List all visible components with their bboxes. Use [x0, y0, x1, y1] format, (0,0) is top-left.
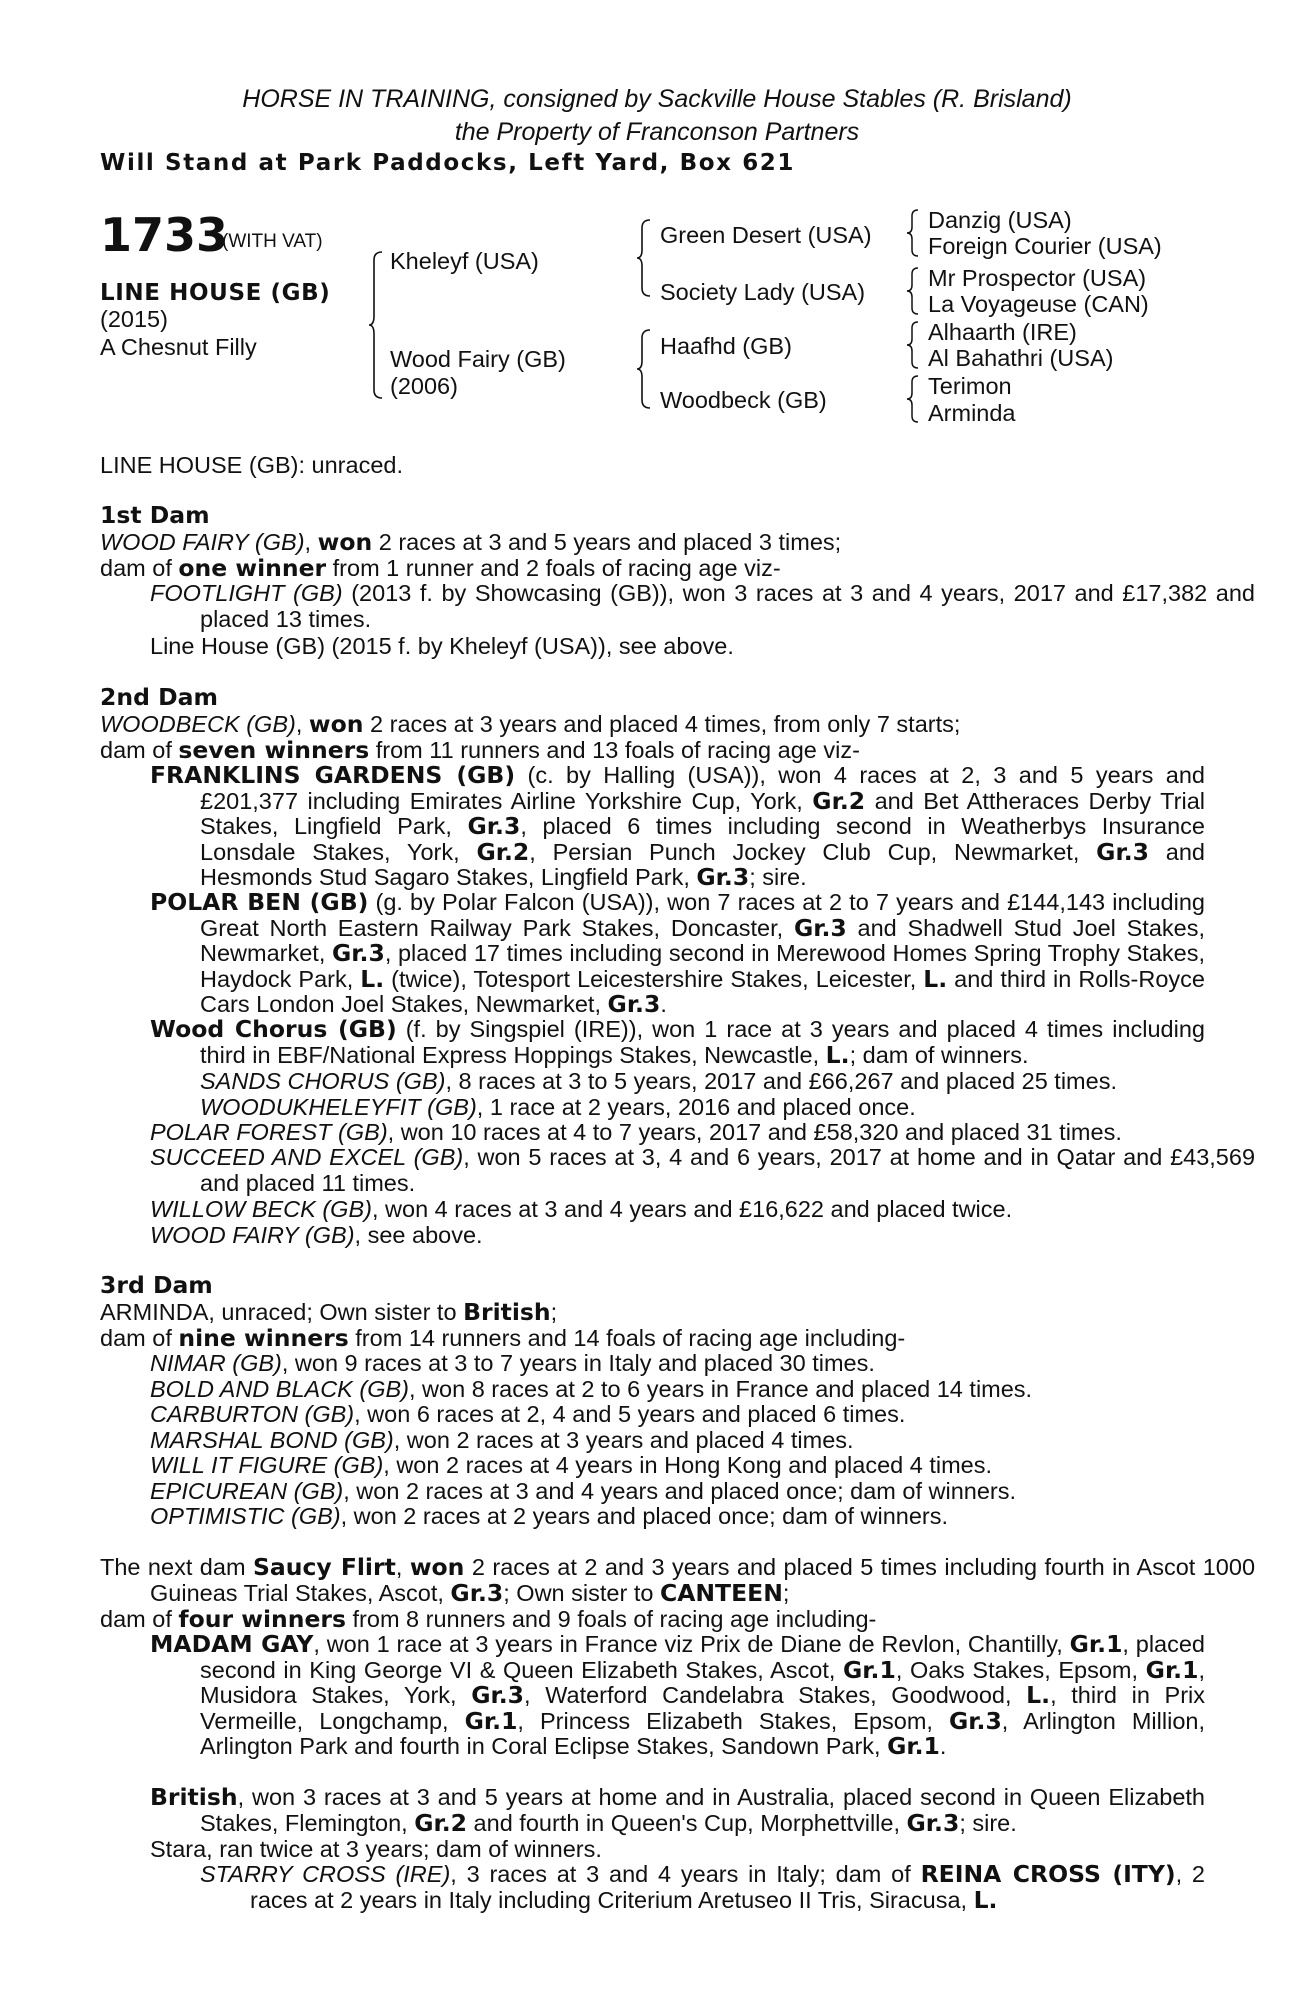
pedigree-brace-dam — [636, 328, 652, 410]
dam-sire: Haafhd (GB) — [660, 333, 792, 359]
ggs-1: Danzig (USA) — [928, 207, 1072, 233]
pedigree-brace-sire — [636, 218, 652, 298]
second-dam-line: dam of seven winners from 11 runners and 13 foals of racing age viz- — [100, 736, 860, 764]
second-dam-progeny: WOOD FAIRY (GB), see above. — [150, 1222, 483, 1248]
ggs-3: Mr Prospector (USA) — [928, 265, 1147, 291]
third-dam-progeny: OPTIMISTIC (GB), won 2 races at 2 years and placed once; dam of winners. — [150, 1503, 949, 1529]
second-dam-progeny: WOODUKHELEYFIT (GB), 1 race at 2 years, 2016 and placed once. — [200, 1094, 916, 1120]
vat-note: (WITH VAT) — [222, 231, 323, 252]
ggs-2: Foreign Courier (USA) — [928, 233, 1162, 259]
third-dam-progeny: WILL IT FIGURE (GB), won 2 races at 4 years in Hong Kong and placed 4 times. — [150, 1452, 993, 1478]
horse-description: A Chesnut Filly — [100, 334, 257, 360]
second-dam-line: WOODBECK (GB), won 2 races at 3 years and placed 4 times, from only 7 starts; — [100, 710, 961, 738]
third-dam-line: dam of nine winners from 14 runners and 14 foals of racing age including- — [100, 1324, 906, 1352]
third-dam-progeny: CARBURTON (GB), won 6 races at 2, 4 and 5 years and placed 6 times. — [150, 1401, 906, 1427]
pedigree-brace-main — [368, 250, 384, 400]
owner-line: the Property of Franconson Partners — [454, 118, 860, 146]
second-dam-progeny: SUCCEED AND EXCEL (GB), won 5 races at 3, 4 and 6 years, 2017 at home and in Qatar and £43,569 and placed 11 times. — [150, 1144, 1256, 1196]
sire-sire: Green Desert (USA) — [660, 222, 872, 248]
pedigree-brace-gg4 — [906, 374, 920, 424]
second-dam-progeny: Wood Chorus (GB) (f. by Singspiel (IRE)), won 1 race at 3 years and placed 4 times including third in EBF/National Express Hoppings Stakes, Newcastle, L.; dam of winners. — [150, 1015, 1205, 1069]
pedigree-brace-gg2 — [906, 266, 920, 316]
race-record: LINE HOUSE (GB): unraced. — [100, 452, 403, 478]
dam: Wood Fairy (GB) — [390, 346, 566, 372]
horse-name: LINE HOUSE (GB) — [100, 280, 331, 306]
lot-number: 1733 — [100, 208, 229, 262]
second-dam-progeny: WILLOW BECK (GB), won 4 races at 3 and 4 years and £16,622 and placed twice. — [150, 1196, 1013, 1222]
next-dam-line: dam of four winners from 8 runners and 9 foals of racing age including- — [100, 1605, 877, 1633]
ggs-7: Terimon — [928, 373, 1012, 399]
first-dam-progeny: Line House (GB) (2015 f. by Kheleyf (USA)), see above. — [150, 633, 734, 659]
third-dam-heading: 3rd Dam — [100, 1271, 213, 1299]
dam-dam: Woodbeck (GB) — [660, 387, 827, 413]
third-dam-progeny: NIMAR (GB), won 9 races at 3 to 7 years in Italy and placed 30 times. — [150, 1350, 875, 1376]
ggs-6: Al Bahathri (USA) — [928, 345, 1114, 371]
next-dam-grandprogeny: STARRY CROSS (IRE), 3 races at 3 and 4 years in Italy; dam of REINA CROSS (ITY), 2 races at 2 years in Italy including Criterium Aretuseo II Tris, Siracusa, L. — [200, 1860, 1205, 1914]
sire-dam: Society Lady (USA) — [660, 279, 866, 305]
first-dam-line: dam of one winner from 1 runner and 2 foals of racing age viz- — [100, 554, 781, 582]
first-dam-line: WOOD FAIRY (GB), won 2 races at 3 and 5 years and placed 3 times; — [100, 528, 842, 556]
consignor-line: HORSE IN TRAINING, consigned by Sackville House Stables (R. Brisland) — [242, 85, 1072, 113]
second-dam-heading: 2nd Dam — [100, 683, 218, 711]
next-dam-progeny: MADAM GAY, won 1 race at 3 years in France viz Prix de Diane de Revlon, Chantilly, Gr.1, placed second in King George VI & Queen Elizabeth Stakes, Ascot, Gr.1, Oaks Stakes, Epsom, Gr.1, Musidora Stakes, York, Gr.3, Waterford Candelabra Stakes, Goodwood, L., third in Prix Vermeille, Longchamp, Gr.1, Princess Elizabeth Stakes, Epsom, Gr.3, Arlington Million, Arlington Park and fourth in Coral Eclipse Stakes, Sandown Park, Gr.1. — [150, 1630, 1206, 1760]
ggs-5: Alhaarth (IRE) — [928, 319, 1077, 345]
sire: Kheleyf (USA) — [390, 248, 539, 274]
third-dam-progeny: MARSHAL BOND (GB), won 2 races at 3 years and placed 4 times. — [150, 1427, 854, 1453]
third-dam-progeny: EPICUREAN (GB), won 2 races at 3 and 4 years and placed once; dam of winners. — [150, 1478, 1017, 1504]
third-dam-progeny: BOLD AND BLACK (GB), won 8 races at 2 to 6 years in France and placed 14 times. — [150, 1376, 1033, 1402]
ggs-4: La Voyageuse (CAN) — [928, 291, 1149, 317]
next-dam-line: The next dam Saucy Flirt, won 2 races at 2 and 3 years and placed 5 times including fourth in Ascot 1000 Guineas Trial Stakes, Ascot, Gr.3; Own sister to CANTEEN; — [100, 1553, 1256, 1607]
second-dam-progeny: FRANKLINS GARDENS (GB) (c. by Halling (USA)), won 4 races at 2, 3 and 5 years and £201,377 including Emirates Airline Yorkshire Cup, York, Gr.2 and Bet Attheraces Derby Trial Stakes, Lingfield Park, Gr.3, placed 6 times including second in Weatherbys Insurance Lonsdale Stakes, York, Gr.2, Persian Punch Jockey Club Cup, Newmarket, Gr.3 and Hesmonds Stud Sagaro Stakes, Lingfield Park, Gr.3; sire. — [150, 761, 1206, 891]
foaling-year: (2015) — [100, 306, 168, 332]
second-dam-progeny: POLAR FOREST (GB), won 10 races at 4 to 7 years, 2017 and £58,320 and placed 31 times. — [150, 1119, 1122, 1145]
pedigree-brace-gg1 — [906, 208, 920, 258]
next-dam-progeny: British, won 3 races at 3 and 5 years at home and in Australia, placed second in Queen Elizabeth Stakes, Flemington, Gr.2 and fourth in Queen's Cup, Morphettville, Gr.3; sire. — [150, 1783, 1205, 1837]
pedigree-brace-gg3 — [906, 320, 920, 370]
ggs-8: Arminda — [928, 400, 1016, 426]
second-dam-progeny: SANDS CHORUS (GB), 8 races at 3 to 5 years, 2017 and £66,267 and placed 25 times. — [200, 1068, 1117, 1094]
first-dam-progeny: FOOTLIGHT (GB) (2013 f. by Showcasing (GB)), won 3 races at 3 and 4 years, 2017 and £17,382 and placed 13 times. — [150, 580, 1255, 632]
third-dam-line: ARMINDA, unraced; Own sister to British; — [100, 1298, 558, 1326]
first-dam-heading: 1st Dam — [100, 501, 210, 529]
second-dam-progeny: POLAR BEN (GB) (g. by Polar Falcon (USA)), won 7 races at 2 to 7 years and £144,143 including Great North Eastern Railway Park Stakes, Doncaster, Gr.3 and Shadwell Stud Joel Stakes, Newmarket, Gr.3, placed 17 times including second in Merewood Homes Spring Trophy Stakes, Haydock Park, L. (twice), Totesport Leicestershire Stakes, Leicester, L. and third in Rolls-Royce Cars London Joel Stakes, Newmarket, Gr.3. — [150, 888, 1206, 1018]
next-dam-progeny: Stara, ran twice at 3 years; dam of winners. — [150, 1836, 602, 1862]
dam-year: (2006) — [390, 373, 458, 399]
stand-location: Will Stand at Park Paddocks, Left Yard, Box 621 — [100, 150, 795, 176]
